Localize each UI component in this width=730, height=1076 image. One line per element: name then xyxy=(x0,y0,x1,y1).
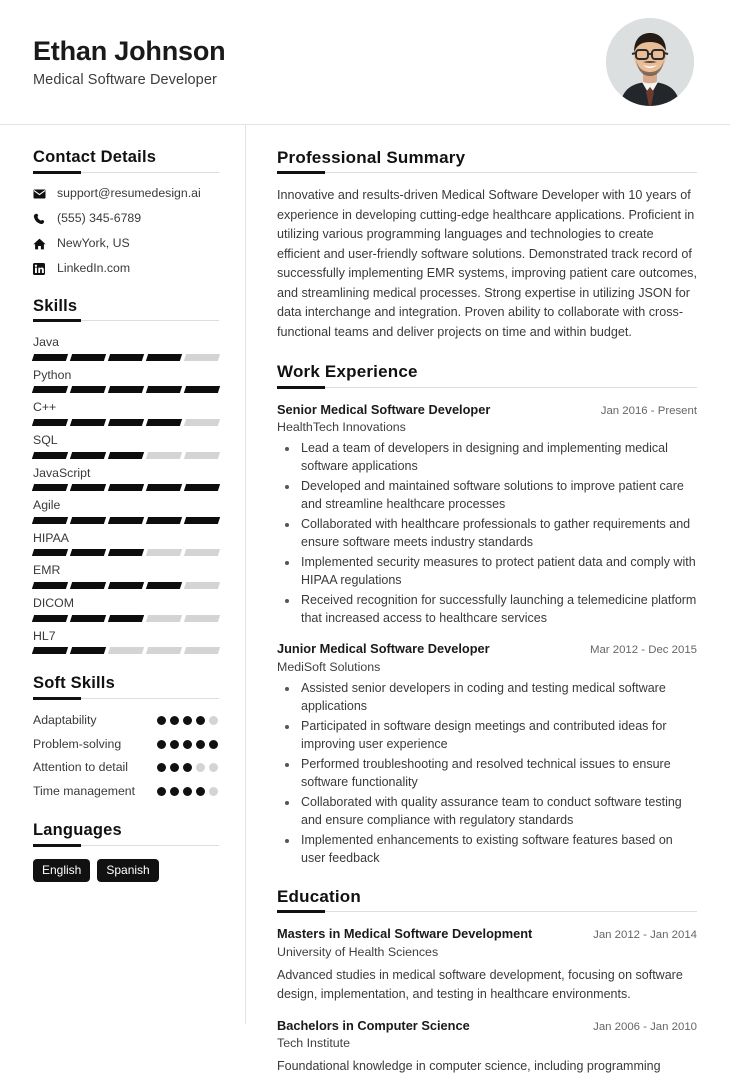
soft-skill-row xyxy=(33,736,219,754)
skill-level-bar xyxy=(33,419,219,426)
skill-level-bar xyxy=(33,452,219,459)
entry-bullet: • Participated in software design meetings and contributed ideas for improving user experience xyxy=(299,717,697,753)
rating-dot xyxy=(157,763,166,772)
section-rule xyxy=(277,911,697,912)
section-rule xyxy=(33,845,219,846)
rating-dot xyxy=(209,763,218,772)
rating-dot xyxy=(170,787,179,796)
resume-entry xyxy=(277,401,697,628)
phone-icon xyxy=(33,213,50,225)
skill-segment xyxy=(70,354,106,361)
entry-title: Junior Medical Software Developer xyxy=(277,641,490,657)
rating-dot xyxy=(157,787,166,796)
skill-segment xyxy=(184,452,220,459)
skill-label: C++ xyxy=(33,400,57,415)
entry-header xyxy=(277,401,697,419)
entry-bullet: • Collaborated with healthcare professionals to gather requirements and ensure software meets industry standards xyxy=(299,515,697,551)
skill-level-bar xyxy=(33,484,219,491)
skill-segment xyxy=(146,549,182,556)
entry-date: Jan 2016 - Present xyxy=(600,404,697,417)
entry-title: Bachelors in Computer Science xyxy=(277,1017,470,1033)
section-heading-skills: Skills xyxy=(33,296,78,315)
entry-bullet-list xyxy=(277,679,697,867)
entry-bullet: • Lead a team of developers in designing and implementing medical software applications xyxy=(299,439,697,475)
rating-dot xyxy=(183,740,192,749)
resume-header xyxy=(0,0,730,125)
skill-segment xyxy=(32,582,68,589)
skill-label: Python xyxy=(33,367,72,382)
rating-dot xyxy=(170,763,179,772)
skill-row xyxy=(33,562,219,589)
section-heading-work: Work Experience xyxy=(277,362,418,382)
contact-label-email: support@resumedesign.ai xyxy=(57,185,201,200)
skill-label: Java xyxy=(33,335,59,350)
skill-row xyxy=(33,628,219,655)
entry-bullet: • Collaborated with quality assurance team to conduct software testing and ensure compliance with regulatory standards xyxy=(299,793,697,829)
soft-skills-list xyxy=(33,712,219,801)
entry-description: Advanced studies in medical software development, focusing on software design, implementation, and testing in healthcare environments. xyxy=(277,968,683,1001)
skill-level-bar xyxy=(33,615,219,622)
skill-segment xyxy=(146,452,182,459)
section-skills xyxy=(33,296,219,655)
soft-skill-rating xyxy=(157,783,219,796)
soft-skill-label: Attention to detail xyxy=(33,760,129,775)
rating-dot xyxy=(209,740,218,749)
skill-segment xyxy=(184,517,220,524)
skill-segment xyxy=(146,484,182,491)
rating-dot xyxy=(170,716,179,725)
section-heading-contact: Contact Details xyxy=(33,148,157,166)
sidebar xyxy=(0,125,246,1024)
section-rule xyxy=(277,387,697,388)
resume-body xyxy=(0,125,730,1074)
entry-bullet: • Implemented security measures to protect patient data and comply with HIPAA regulations xyxy=(299,553,697,589)
skill-segment xyxy=(184,354,220,361)
section-education xyxy=(277,886,697,1076)
skill-segment xyxy=(70,647,106,654)
skill-segment xyxy=(146,615,182,622)
skill-label: SQL xyxy=(33,432,58,447)
skill-label: EMR xyxy=(33,563,61,578)
skill-segment xyxy=(108,615,144,622)
skill-row xyxy=(33,334,219,361)
contact-label-location: NewYork, US xyxy=(57,235,130,250)
skill-segment xyxy=(32,452,68,459)
skill-segment xyxy=(108,452,144,459)
section-heading-education: Education xyxy=(277,887,361,907)
skill-segment xyxy=(108,549,144,556)
skill-level-bar xyxy=(33,386,219,393)
skill-segment xyxy=(146,582,182,589)
rating-dot xyxy=(157,740,166,749)
skill-segment xyxy=(146,354,182,361)
rating-dot xyxy=(157,716,166,725)
skill-segment xyxy=(32,647,68,654)
main-content xyxy=(246,125,730,1074)
soft-skill-label: Problem-solving xyxy=(33,736,122,751)
rating-dot xyxy=(196,787,205,796)
skill-row xyxy=(33,465,219,492)
rating-dot xyxy=(196,716,205,725)
skill-row xyxy=(33,399,219,426)
skill-segment xyxy=(108,354,144,361)
rating-dot xyxy=(196,763,205,772)
skill-row xyxy=(33,432,219,459)
soft-skill-rating xyxy=(157,736,219,749)
skill-level-bar xyxy=(33,354,219,361)
skill-segment xyxy=(184,386,220,393)
section-rule xyxy=(277,172,697,173)
skill-segment xyxy=(108,484,144,491)
skill-segment xyxy=(70,582,106,589)
entry-title: Masters in Medical Software Development xyxy=(277,926,533,942)
soft-skill-row xyxy=(33,759,219,777)
section-rule xyxy=(33,320,219,321)
skill-segment xyxy=(70,517,106,524)
skill-segment xyxy=(70,484,106,491)
entry-bullet-list xyxy=(277,439,697,627)
entry-organization: MediSoft Solutions xyxy=(277,659,381,674)
skill-label: HL7 xyxy=(33,628,56,643)
contact-list xyxy=(33,186,219,277)
envelope-icon xyxy=(33,189,50,199)
skill-segment xyxy=(184,615,220,622)
entry-bullet: • Developed and maintained software solutions to improve patient care and streamline healthcare processes xyxy=(299,477,697,513)
skill-segment xyxy=(184,549,220,556)
section-soft-skills xyxy=(33,673,219,801)
skill-segment xyxy=(32,484,68,491)
skill-segment xyxy=(146,647,182,654)
entry-bullet: • Assisted senior developers in coding and testing medical software applications xyxy=(299,679,697,715)
skill-row xyxy=(33,497,219,524)
skill-segment xyxy=(32,615,68,622)
soft-skill-rating xyxy=(157,759,219,772)
skill-segment xyxy=(70,419,106,426)
contact-item-email[interactable] xyxy=(33,186,219,202)
skill-segment xyxy=(32,354,68,361)
section-languages xyxy=(33,820,219,882)
resume-entry xyxy=(277,1017,697,1076)
avatar xyxy=(606,18,694,106)
work-entry-list xyxy=(277,401,697,868)
soft-skill-rating xyxy=(157,712,219,725)
section-work-experience xyxy=(277,361,697,867)
rating-dot xyxy=(183,716,192,725)
skill-segment xyxy=(108,517,144,524)
language-chip-list xyxy=(33,859,219,882)
skill-segment xyxy=(70,452,106,459)
entry-header xyxy=(277,640,697,658)
resume-entry xyxy=(277,640,697,867)
contact-label-linkedin: LinkedIn.com xyxy=(57,260,131,275)
rating-dot xyxy=(209,716,218,725)
soft-skill-label: Time management xyxy=(33,784,136,799)
entry-bullet: • Implemented enhancements to existing software features based on user feedback xyxy=(299,831,697,867)
language-chip[interactable]: English xyxy=(33,859,90,882)
skill-segment xyxy=(184,484,220,491)
skill-segment xyxy=(32,419,68,426)
skill-row xyxy=(33,530,219,557)
skill-segment xyxy=(32,517,68,524)
soft-skill-label: Adaptability xyxy=(33,712,97,727)
skill-segment xyxy=(184,419,220,426)
skill-level-bar xyxy=(33,517,219,524)
contact-label-phone: (555) 345-6789 xyxy=(57,210,142,225)
entry-bullet: • Performed troubleshooting and resolved technical issues to ensure software functionality xyxy=(299,755,697,791)
language-chip[interactable]: Spanish xyxy=(97,859,158,882)
skill-level-bar xyxy=(33,647,219,654)
skill-row xyxy=(33,367,219,394)
skill-label: HIPAA xyxy=(33,530,69,545)
entry-date: Jan 2012 - Jan 2014 xyxy=(593,929,697,942)
skill-segment xyxy=(108,386,144,393)
soft-skill-row xyxy=(33,712,219,730)
skill-segment xyxy=(108,647,144,654)
entry-date: Mar 2012 - Dec 2015 xyxy=(589,644,697,657)
skill-segment xyxy=(70,386,106,393)
section-heading-summary: Professional Summary xyxy=(277,148,466,167)
home-icon xyxy=(33,238,50,250)
rating-dot xyxy=(170,740,179,749)
skill-segment xyxy=(184,647,220,654)
skill-label: Agile xyxy=(33,498,61,513)
entry-organization: University of Health Sciences xyxy=(277,944,439,959)
skill-row xyxy=(33,595,219,622)
skill-segment xyxy=(146,386,182,393)
education-entry-list xyxy=(277,925,697,1076)
skills-list xyxy=(33,334,219,654)
section-professional-summary xyxy=(277,147,697,342)
resume-entry xyxy=(277,925,697,1003)
skill-segment xyxy=(108,419,144,426)
avatar-photo xyxy=(606,18,694,106)
section-rule xyxy=(33,698,219,699)
entry-organization: Tech Institute xyxy=(277,1036,351,1051)
section-heading-soft-skills: Soft Skills xyxy=(33,674,115,693)
rating-dot xyxy=(183,787,192,796)
section-rule xyxy=(33,172,219,173)
skill-segment xyxy=(184,582,220,589)
contact-item-linkedin[interactable] xyxy=(33,261,219,277)
skill-level-bar xyxy=(33,549,219,556)
page-title: Ethan Johnson xyxy=(33,35,226,66)
job-title: Medical Software Developer xyxy=(33,72,217,88)
summary-text: Innovative and results-driven Medical Software Developer with 10 years of experience in developing cutting-edge healthcare applications. Proficient in utilizing various programming languages and technologies to create efficient and user-friendly software solutions. Demonstrated track record of successfully implementing EMR systems, improving patient care outcomes, and streamlining medical processes. Strong expertise in utilizing JSON for data interchange and integration. Proven ability to collaborate with cross-functional teams and deliver projects on time and within budget. xyxy=(277,188,697,339)
rating-dot xyxy=(209,787,218,796)
skill-segment xyxy=(32,549,68,556)
entry-organization: HealthTech Innovations xyxy=(277,420,406,435)
skill-level-bar xyxy=(33,582,219,589)
entry-date: Jan 2006 - Jan 2010 xyxy=(593,1020,697,1033)
skill-label: JavaScript xyxy=(33,465,91,480)
skill-segment xyxy=(146,419,182,426)
linkedin-icon xyxy=(33,263,50,275)
skill-label: DICOM xyxy=(33,595,74,610)
skill-segment xyxy=(70,615,106,622)
header-identity xyxy=(33,35,225,90)
skill-segment xyxy=(70,549,106,556)
rating-dot xyxy=(183,763,192,772)
rating-dot xyxy=(196,740,205,749)
entry-title: Senior Medical Software Developer xyxy=(277,401,491,417)
contact-item-location[interactable] xyxy=(33,236,219,252)
section-heading-languages: Languages xyxy=(33,821,122,840)
section-contact-details xyxy=(33,147,219,277)
soft-skill-row xyxy=(33,783,219,801)
skill-segment xyxy=(108,582,144,589)
entry-description: Foundational knowledge in computer science, including programming xyxy=(277,1059,661,1074)
entry-bullet: • Received recognition for successfully launching a telemedicine platform that increased access to healthcare services xyxy=(299,591,697,627)
contact-item-phone[interactable] xyxy=(33,211,219,227)
entry-header xyxy=(277,1017,697,1035)
entry-header xyxy=(277,925,697,943)
skill-segment xyxy=(32,386,68,393)
skill-segment xyxy=(146,517,182,524)
